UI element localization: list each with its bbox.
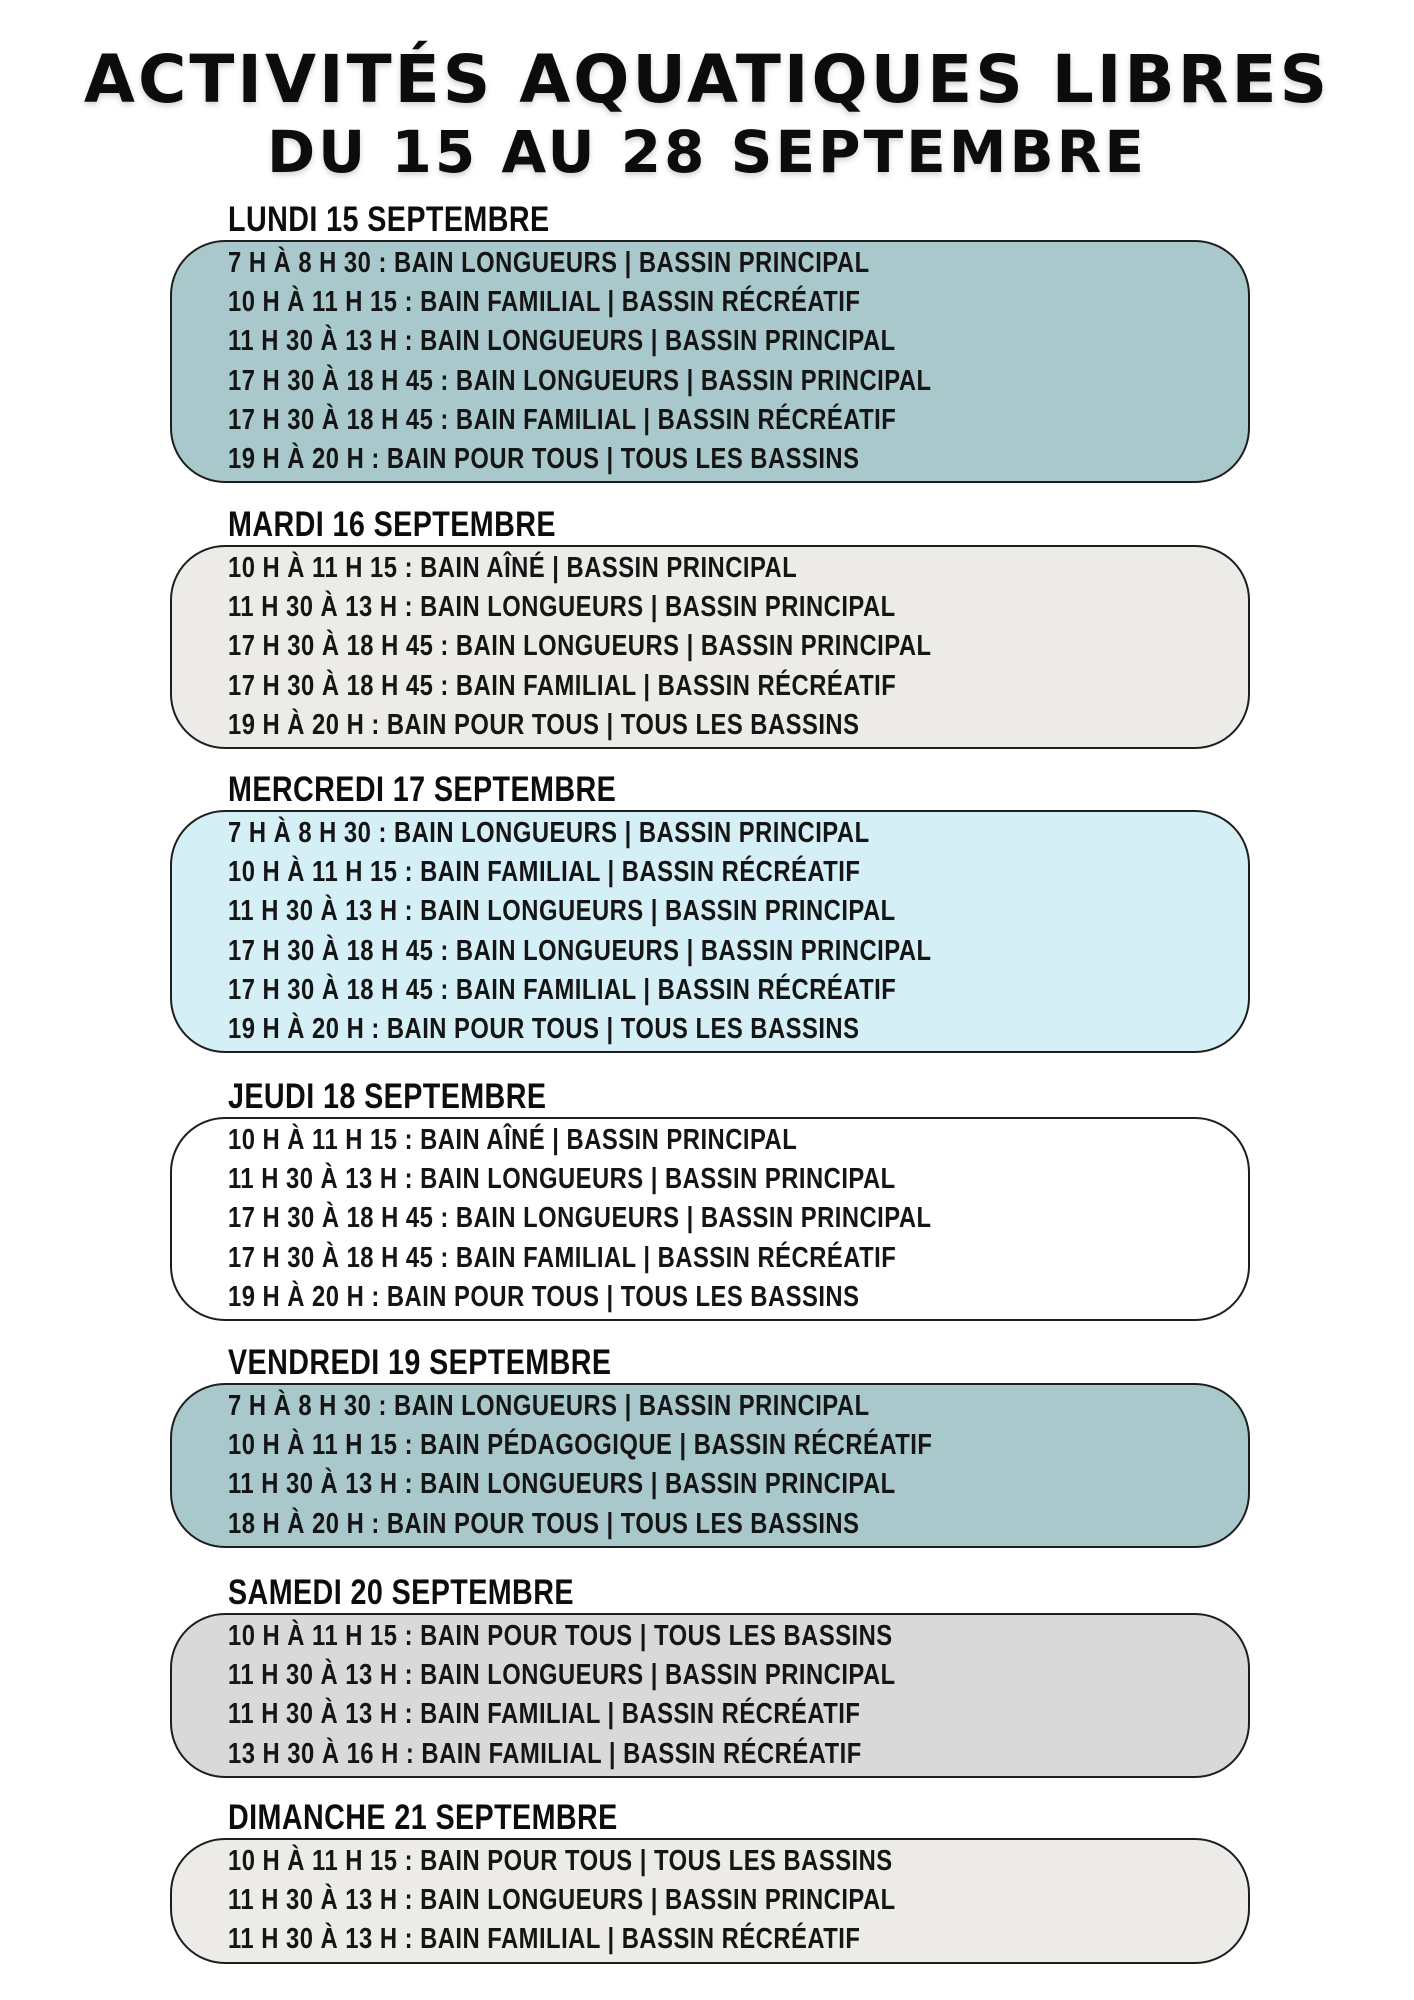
day-sunday xyxy=(170,1798,1250,1964)
schedule-slot: 19 H À 20 H : BAIN POUR TOUS | TOUS LES BASSINS xyxy=(228,442,860,475)
schedule-slot: 11 H 30 À 13 H : BAIN LONGUEURS | BASSIN PRINCIPAL xyxy=(228,1468,896,1501)
schedule-slot: 10 H À 11 H 15 : BAIN FAMILIAL | BASSIN RÉCRÉATIF xyxy=(228,286,861,319)
schedule-slot: 11 H 30 À 13 H : BAIN LONGUEURS | BASSIN PRINCIPAL xyxy=(228,1884,896,1917)
day-heading: MARDI 16 SEPTEMBRE xyxy=(228,505,556,544)
schedule-slot: 19 H À 20 H : BAIN POUR TOUS | TOUS LES BASSINS xyxy=(228,1280,860,1313)
day-schedule-box xyxy=(170,545,1250,749)
schedule-slot: 11 H 30 À 13 H : BAIN LONGUEURS | BASSIN PRINCIPAL xyxy=(228,895,896,928)
schedule-slot: 19 H À 20 H : BAIN POUR TOUS | TOUS LES BASSINS xyxy=(228,708,860,741)
day-heading: VENDREDI 19 SEPTEMBRE xyxy=(228,1343,612,1382)
page-subtitle: DU 15 AU 28 SEPTEMBRE xyxy=(267,118,1147,186)
schedule-slot: 17 H 30 À 18 H 45 : BAIN FAMILIAL | BASSIN RÉCRÉATIF xyxy=(228,973,897,1006)
day-monday xyxy=(170,200,1250,483)
day-schedule-box xyxy=(170,1838,1250,1964)
schedule-slot: 10 H À 11 H 15 : BAIN POUR TOUS | TOUS LES BASSINS xyxy=(228,1620,893,1652)
day-schedule-box xyxy=(170,1117,1250,1321)
day-heading: DIMANCHE 21 SEPTEMBRE xyxy=(228,1798,618,1837)
schedule-slot: 10 H À 11 H 15 : BAIN PÉDAGOGIQUE | BASSIN RÉCRÉATIF xyxy=(228,1429,933,1462)
schedule-slot: 17 H 30 À 18 H 45 : BAIN LONGUEURS | BASSIN PRINCIPAL xyxy=(228,1202,932,1235)
schedule-slot: 11 H 30 À 13 H : BAIN LONGUEURS | BASSIN PRINCIPAL xyxy=(228,1163,896,1196)
day-thursday xyxy=(170,1077,1250,1321)
day-heading: LUNDI 15 SEPTEMBRE xyxy=(228,200,550,239)
schedule-slot: 17 H 30 À 18 H 45 : BAIN FAMILIAL | BASSIN RÉCRÉATIF xyxy=(228,669,897,702)
schedule-slot: 11 H 30 À 13 H : BAIN FAMILIAL | BASSIN RÉCRÉATIF xyxy=(228,1698,861,1731)
day-tuesday xyxy=(170,505,1250,749)
day-heading: SAMEDI 20 SEPTEMBRE xyxy=(228,1573,574,1612)
schedule-slot: 10 H À 11 H 15 : BAIN POUR TOUS | TOUS LES BASSINS xyxy=(228,1845,893,1877)
schedule-slot: 11 H 30 À 13 H : BAIN LONGUEURS | BASSIN PRINCIPAL xyxy=(228,1659,896,1692)
day-friday xyxy=(170,1343,1250,1548)
day-schedule-box xyxy=(170,1613,1250,1778)
schedule-slot: 7 H À 8 H 30 : BAIN LONGUEURS | BASSIN PRINCIPAL xyxy=(228,1390,870,1422)
day-schedule-box xyxy=(170,810,1250,1053)
schedule-slot: 17 H 30 À 18 H 45 : BAIN FAMILIAL | BASSIN RÉCRÉATIF xyxy=(228,1241,897,1274)
day-saturday xyxy=(170,1573,1250,1778)
day-wednesday xyxy=(170,770,1250,1053)
schedule-slot: 17 H 30 À 18 H 45 : BAIN FAMILIAL | BASSIN RÉCRÉATIF xyxy=(228,403,897,436)
schedule-slot: 7 H À 8 H 30 : BAIN LONGUEURS | BASSIN PRINCIPAL xyxy=(228,817,870,849)
schedule-slot: 19 H À 20 H : BAIN POUR TOUS | TOUS LES BASSINS xyxy=(228,1012,860,1045)
day-schedule-box xyxy=(170,1383,1250,1548)
schedule-slot: 17 H 30 À 18 H 45 : BAIN LONGUEURS | BASSIN PRINCIPAL xyxy=(228,630,932,663)
schedule-slot: 10 H À 11 H 15 : BAIN AÎNÉ | BASSIN PRINCIPAL xyxy=(228,1124,798,1156)
day-heading: JEUDI 18 SEPTEMBRE xyxy=(228,1077,547,1116)
schedule-slot: 18 H À 20 H : BAIN POUR TOUS | TOUS LES BASSINS xyxy=(228,1507,860,1540)
schedule-slot: 17 H 30 À 18 H 45 : BAIN LONGUEURS | BASSIN PRINCIPAL xyxy=(228,934,932,967)
schedule-slot: 13 H 30 À 16 H : BAIN FAMILIAL | BASSIN RÉCRÉATIF xyxy=(228,1737,862,1770)
schedule-slot: 7 H À 8 H 30 : BAIN LONGUEURS | BASSIN PRINCIPAL xyxy=(228,247,870,279)
day-schedule-box xyxy=(170,240,1250,483)
schedule-slot: 10 H À 11 H 15 : BAIN FAMILIAL | BASSIN RÉCRÉATIF xyxy=(228,856,861,889)
page-title: ACTIVITÉS AQUATIQUES LIBRES xyxy=(83,41,1331,118)
schedule-slot: 11 H 30 À 13 H : BAIN FAMILIAL | BASSIN RÉCRÉATIF xyxy=(228,1923,861,1956)
schedule-slot: 10 H À 11 H 15 : BAIN AÎNÉ | BASSIN PRINCIPAL xyxy=(228,552,798,584)
schedule-slot: 11 H 30 À 13 H : BAIN LONGUEURS | BASSIN PRINCIPAL xyxy=(228,325,896,358)
schedule-slot: 17 H 30 À 18 H 45 : BAIN LONGUEURS | BASSIN PRINCIPAL xyxy=(228,364,932,397)
day-heading: MERCREDI 17 SEPTEMBRE xyxy=(228,770,617,809)
schedule-slot: 11 H 30 À 13 H : BAIN LONGUEURS | BASSIN PRINCIPAL xyxy=(228,591,896,624)
